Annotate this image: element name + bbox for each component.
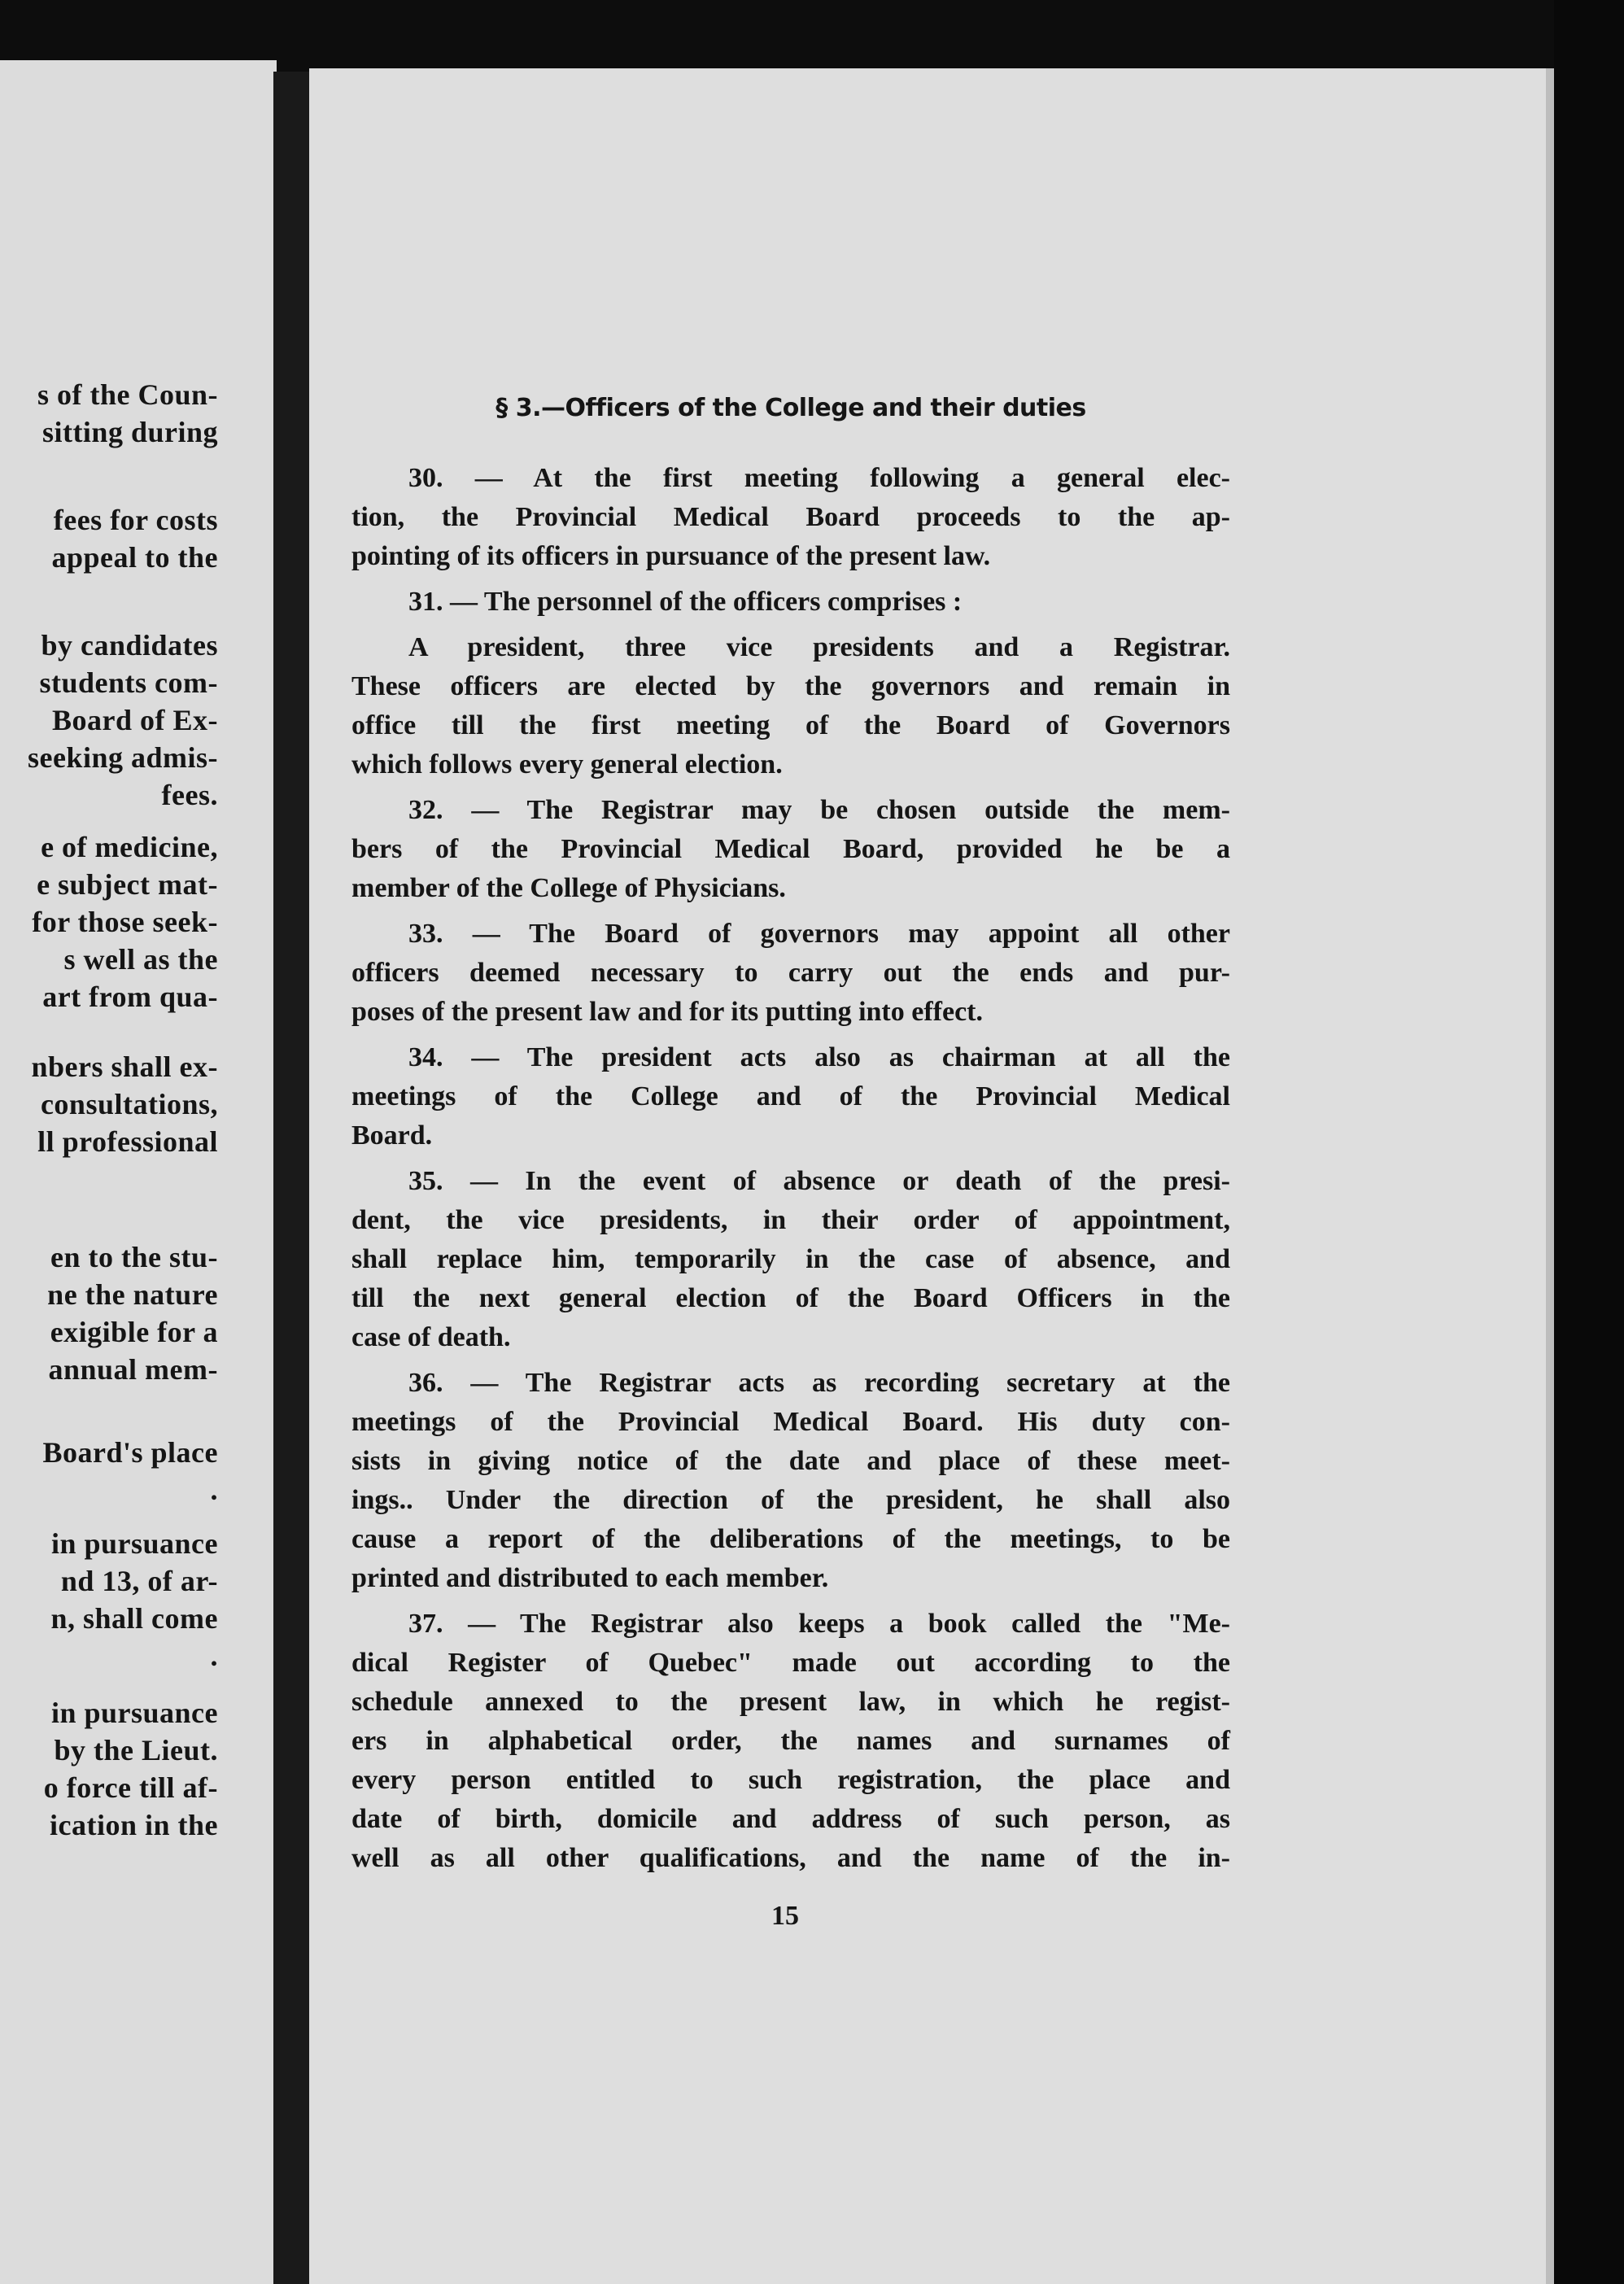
text-line: printed and distributed to each member. xyxy=(351,1563,829,1593)
left-line: Board of Ex- xyxy=(52,704,218,736)
paragraph-32 xyxy=(351,791,1230,908)
text-line: meetings of the College and of the Provincial Medical xyxy=(351,1081,1230,1111)
page-number: 15 xyxy=(771,1901,799,1931)
text-line: 33. — The Board of governors may appoint all other xyxy=(408,919,1230,949)
text-line: These officers are elected by the governors and remain in xyxy=(351,671,1230,701)
left-line: ication in the xyxy=(49,1809,218,1841)
text-line: tion, the Provincial Medical Board proceeds to the ap- xyxy=(351,502,1230,532)
text-line: 32. — The Registrar may be chosen outside the mem- xyxy=(408,795,1230,825)
paragraph-36 xyxy=(351,1364,1230,1598)
text-line: ings.. Under the direction of the president, he shall also xyxy=(351,1485,1230,1515)
left-line: nbers shall ex- xyxy=(31,1050,218,1083)
left-line: fees. xyxy=(161,779,218,811)
paragraph-30 xyxy=(351,459,1230,576)
paragraph-officers-list xyxy=(351,628,1230,784)
left-line: o force till af- xyxy=(43,1771,218,1804)
left-fragment-7 xyxy=(0,1434,218,1509)
text-line: A president, three vice presidents and a Registrar. xyxy=(408,632,1230,662)
left-line: consultations, xyxy=(40,1088,218,1120)
left-line: s of the Coun- xyxy=(37,378,218,411)
paragraph-37 xyxy=(351,1605,1230,1878)
left-line: by the Lieut. xyxy=(54,1734,218,1766)
left-line: n, shall come xyxy=(50,1602,218,1635)
left-line: for those seek- xyxy=(32,906,218,938)
text-line: every person entitled to such registration, the place and xyxy=(351,1765,1230,1795)
text-line: case of death. xyxy=(351,1322,511,1352)
left-line: in pursuance xyxy=(50,1697,218,1729)
text-line: officers deemed necessary to carry out the ends and pur- xyxy=(351,958,1230,988)
left-line: appeal to the xyxy=(51,541,218,574)
text-line: 37. — The Registrar also keeps a book called the "Me- xyxy=(408,1609,1230,1639)
section-heading: § 3.—Officers of the College and their duties xyxy=(495,394,1086,422)
left-line: Board's place xyxy=(42,1436,218,1469)
text-line: well as all other qualifications, and the name of the in- xyxy=(351,1843,1230,1873)
text-line: till the next general election of the Board Officers in the xyxy=(351,1283,1230,1313)
left-fragment-6 xyxy=(0,1238,218,1388)
text-line: which follows every general election. xyxy=(351,749,783,780)
text-line: cause a report of the deliberations of the meetings, to be xyxy=(351,1524,1230,1554)
text-line: pointing of its officers in pursuance of the present law. xyxy=(351,541,991,571)
paragraph-34 xyxy=(351,1038,1230,1155)
text-line: 36. — The Registrar acts as recording secretary at the xyxy=(408,1368,1230,1398)
text-line: dical Register of Quebec" made out according to the xyxy=(351,1648,1230,1678)
left-line: fees for costs xyxy=(53,504,218,536)
left-line: students com- xyxy=(39,666,218,699)
paragraph-31 xyxy=(351,583,1230,622)
left-fragment-3 xyxy=(0,627,218,814)
left-fragment-4 xyxy=(0,828,218,1015)
text-line: bers of the Provincial Medical Board, provided he be a xyxy=(351,834,1230,864)
left-line: e subject mat- xyxy=(37,868,218,901)
left-fragment-5 xyxy=(0,1048,218,1160)
left-line: e of medicine, xyxy=(41,831,218,863)
left-fragment-1 xyxy=(0,376,218,451)
text-line: office till the first meeting of the Board of Governors xyxy=(351,710,1230,740)
left-line: . xyxy=(210,1474,218,1506)
left-fragment-2 xyxy=(0,501,218,576)
right-page-text xyxy=(351,389,1230,1884)
left-line: seeking admis- xyxy=(27,741,218,774)
text-line: poses of the present law and for its putting into effect. xyxy=(351,997,983,1027)
paragraph-35 xyxy=(351,1162,1230,1357)
text-line: 34. — The president acts also as chairman at all the xyxy=(408,1042,1230,1072)
left-line: ll professional xyxy=(37,1125,218,1158)
left-fragment-8 xyxy=(0,1525,218,1675)
text-line: 31. — The personnel of the officers comprises : xyxy=(408,587,963,617)
text-line: ers in alphabetical order, the names and surnames of xyxy=(351,1726,1230,1756)
text-line: schedule annexed to the present law, in which he regist- xyxy=(351,1687,1230,1717)
text-line: sists in giving notice of the date and place of these meet- xyxy=(351,1446,1230,1476)
book-gutter xyxy=(273,72,309,2284)
text-line: member of the College of Physicians. xyxy=(351,873,786,903)
paragraph-33 xyxy=(351,915,1230,1032)
left-line: annual mem- xyxy=(48,1353,218,1386)
text-line: meetings of the Provincial Medical Board. His duty con- xyxy=(351,1407,1230,1437)
text-line: Board. xyxy=(351,1120,433,1151)
left-line: exigible for a xyxy=(50,1316,218,1348)
text-line: 35. — In the event of absence or death of the presi- xyxy=(408,1166,1230,1196)
text-line: date of birth, domicile and address of such person, as xyxy=(351,1804,1230,1834)
left-line: nd 13, of ar- xyxy=(60,1565,218,1597)
left-line: art from qua- xyxy=(42,980,218,1013)
left-line: by candidates xyxy=(41,629,218,662)
left-fragment-9 xyxy=(0,1694,218,1844)
text-line: shall replace him, temporarily in the case of absence, and xyxy=(351,1244,1230,1274)
text-line: 30. — At the first meeting following a general elec- xyxy=(408,463,1230,493)
scan-border xyxy=(1554,0,1624,2284)
left-line: . xyxy=(210,1640,218,1672)
left-line: sitting during xyxy=(41,416,218,448)
text-line: dent, the vice presidents, in their order of appointment, xyxy=(351,1205,1230,1235)
left-line: s well as the xyxy=(63,943,218,976)
left-line: en to the stu- xyxy=(50,1241,218,1273)
left-line: in pursuance xyxy=(50,1527,218,1560)
left-line: ne the nature xyxy=(47,1278,218,1311)
